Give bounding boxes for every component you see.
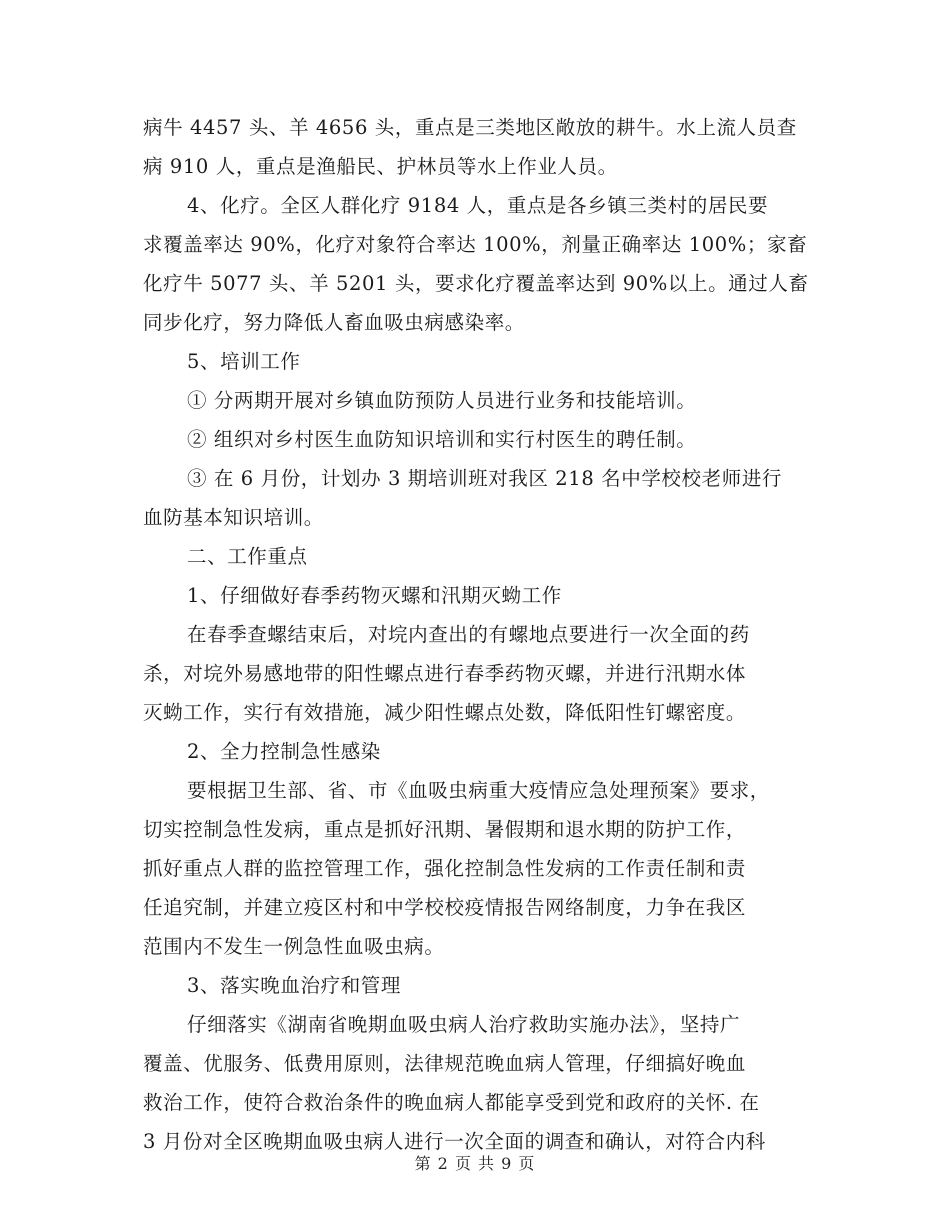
text-line: 3 月份对全区晚期血吸虫病人进行一次全面的调查和确认，对符合内科 bbox=[143, 1130, 766, 1153]
page-footer: 第 2 页 共 9 页 bbox=[414, 1154, 536, 1173]
section-heading: 3、落实晚血治疗和管理 bbox=[187, 974, 402, 997]
text-line: 求覆盖率达 90%，化疗对象符合率达 100%，剂量正确率达 100%；家畜 bbox=[143, 233, 808, 256]
document-body bbox=[143, 108, 813, 1161]
text-line: 灭蚴工作，实行有效措施，减少阳性螺点处数，降低阳性钉螺密度。 bbox=[143, 701, 747, 724]
text-line: 范围内不发生一例急性血吸虫病。 bbox=[143, 935, 445, 958]
text-line: 切实控制急性发病，重点是抓好汛期、暑假期和退水期的防护工作， bbox=[143, 818, 747, 841]
list-item: ② 组织对乡村医生血防知识培训和实行村医生的聘任制。 bbox=[187, 428, 697, 451]
list-item: ③ 在 6 月份，计划办 3 期培训班对我区 218 名中学校校老师进行 bbox=[187, 467, 783, 490]
text-line: 化疗牛 5077 头、羊 5201 头，要求化疗覆盖率达到 90%以上。通过人畜 bbox=[143, 272, 809, 295]
text-line: 4、化疗。全区人群化疗 9184 人，重点是各乡镇三类村的居民要 bbox=[187, 194, 769, 217]
text-line: 抓好重点人群的监控管理工作，强化控制急性发病的工作责任制和责 bbox=[143, 857, 747, 880]
text-line: 杀，对垸外易感地带的阳性螺点进行春季药物灭螺，并进行汛期水体 bbox=[143, 662, 747, 685]
text-line: 仔细落实《湖南省晚期血吸虫病人治疗救助实施办法》，坚持广 bbox=[187, 1013, 741, 1036]
section-heading: 5、培训工作 bbox=[187, 350, 301, 373]
list-item: ① 分两期开展对乡镇血防预防人员进行业务和技能培训。 bbox=[187, 389, 697, 412]
section-heading: 2、全力控制急性感染 bbox=[187, 740, 381, 763]
section-heading: 1、仔细做好春季药物灭螺和汛期灭蚴工作 bbox=[187, 584, 562, 607]
text-line: 覆盖、优服务、低费用原则，法律规范晚血病人管理，仔细搞好晚血 bbox=[143, 1052, 747, 1075]
text-line: 在春季查螺结束后，对垸内查出的有螺地点要进行一次全面的药 bbox=[187, 623, 750, 646]
text-line: 同步化疗，努力降低人畜血吸虫病感染率。 bbox=[143, 311, 525, 334]
text-line: 病 910 人，重点是渔船民、护林员等水上作业人员。 bbox=[143, 155, 618, 178]
text-line: 救治工作，使符合救治条件的晚血病人都能享受到党和政府的关怀. 在 bbox=[143, 1091, 760, 1114]
text-line: 病牛 4457 头、羊 4656 头，重点是三类地区敞放的耕牛。水上流人员查 bbox=[143, 116, 797, 139]
section-heading: 二、工作重点 bbox=[187, 545, 308, 568]
text-line: 任追究制，并建立疫区村和中学校校疫情报告网络制度，力争在我区 bbox=[143, 896, 747, 919]
text-line: 血防基本知识培训。 bbox=[143, 506, 324, 529]
text-line: 要根据卫生部、省、市《血吸虫病重大疫情应急处理预案》要求， bbox=[187, 779, 770, 802]
